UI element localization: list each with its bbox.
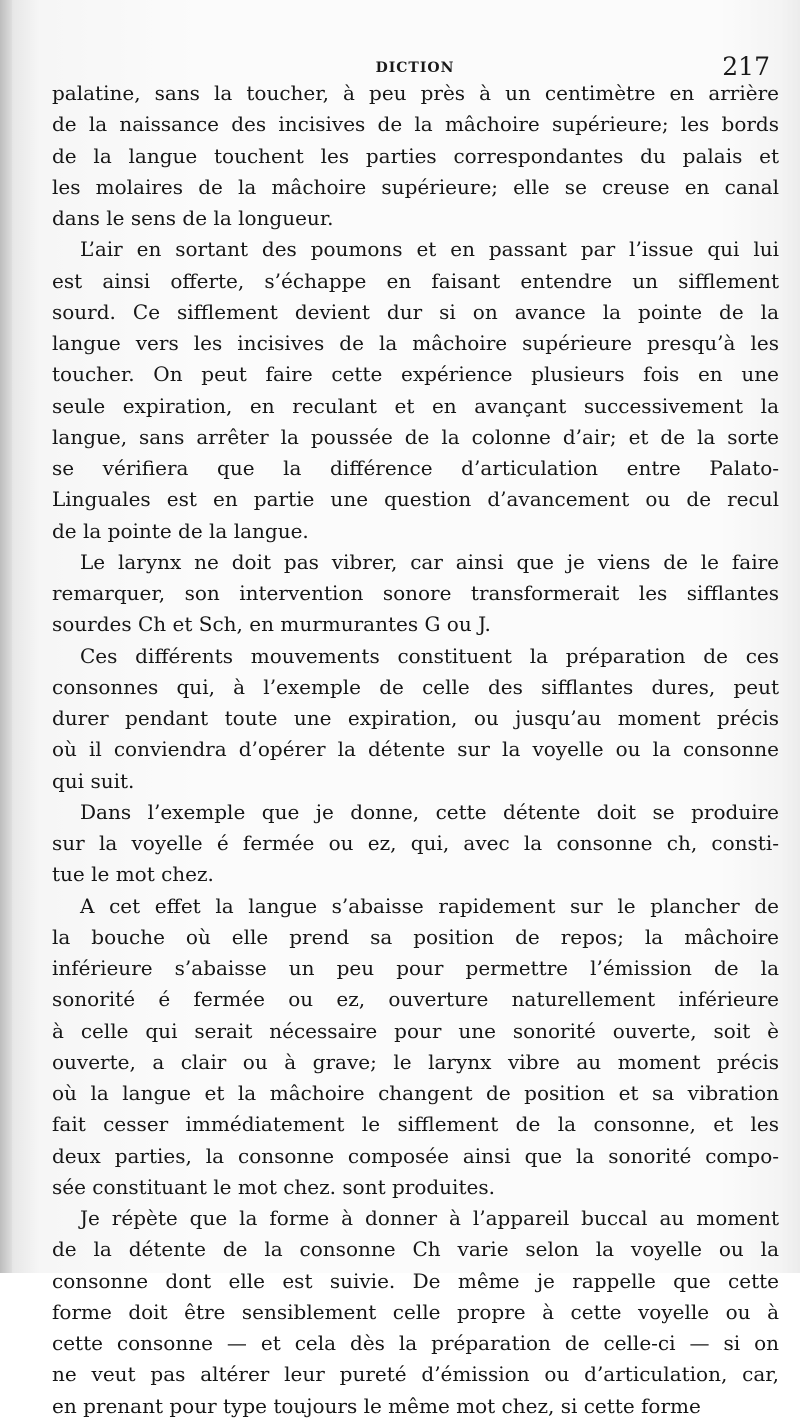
- running-title: DICTION: [375, 60, 455, 76]
- text-line: fait cesser immédiatement le sifflement de la consonne, et les: [52, 1112, 779, 1137]
- text-line: où il conviendra d’opérer la détente sur la voyelle ou la consonne: [52, 737, 779, 762]
- text-line: Le larynx ne doit pas vibrer, car ainsi que je viens de le faire: [80, 549, 779, 574]
- text-line: où la langue et la mâchoire changent de position et sa vibration: [52, 1081, 779, 1105]
- text-line: Dans l’exemple que je donne, cette détente doit se produire: [80, 799, 779, 824]
- text-line: Ces différents mouvements constituent la préparation de ces: [80, 643, 779, 668]
- paragraph-1: [52, 78, 779, 234]
- text-line: langue vers les incisives de la mâchoire supérieure presqu’à les: [52, 331, 779, 355]
- text-line: en prenant pour type toujours le même mot chez, si cette forme: [52, 1393, 701, 1418]
- text-line: consonnes qui, à l’exemple de celle des sifflantes dures, peut: [52, 674, 779, 699]
- paragraph-2: [52, 234, 779, 547]
- text-line: forme doit être sensiblement celle propre à cette voyelle ou à: [52, 1299, 779, 1324]
- text-line: à celle qui serait nécessaire pour une sonorité ouverte, soit è: [52, 1018, 779, 1043]
- text-line: deux parties, la consonne composée ainsi que la sonorité compo-: [52, 1143, 779, 1168]
- text-line: remarquer, son intervention sonore transformerait les sifflantes: [52, 581, 779, 605]
- text-line: de la naissance des incisives de la mâchoire supérieure; les bords: [52, 112, 779, 137]
- page-number: 217: [722, 52, 770, 81]
- paragraph-6: [52, 891, 779, 1204]
- text-line: inférieure s’abaisse un peu pour permettre l’émission de la: [52, 956, 779, 980]
- text-line: se vérifiera que la différence d’articulation entre Palato-: [52, 456, 779, 480]
- text-line: sur la voyelle é fermée ou ez, qui, avec la consonne ch, consti-: [52, 831, 779, 855]
- text-line: A cet effet la langue s’abaisse rapidement sur le plancher de: [80, 893, 779, 918]
- text-line: de la pointe de la langue.: [52, 518, 309, 543]
- text-line: les molaires de la mâchoire supérieure; elle se creuse en canal: [52, 174, 779, 199]
- text-line: seule expiration, en reculant et en avançant successivement la: [52, 393, 779, 418]
- page-body: [52, 78, 779, 1422]
- text-line: ne veut pas altérer leur pureté d’émission ou d’articulation, car,: [52, 1362, 779, 1387]
- paragraph-3: [52, 547, 779, 641]
- paragraph-4: [52, 641, 779, 797]
- text-line: langue, sans arrêter la poussée de la colonne d’air; et de la sorte: [52, 424, 779, 449]
- text-line: dans le sens de la longueur.: [52, 206, 334, 230]
- text-line: sée constituant le mot chez. sont produites.: [52, 1174, 495, 1199]
- text-line: durer pendant toute une expiration, ou jusqu’au moment précis: [52, 706, 779, 730]
- text-line: sonorité é fermée ou ez, ouverture naturellement inférieure: [52, 987, 779, 1012]
- text-line: palatine, sans la toucher, à peu près à un centimètre en arrière: [52, 81, 779, 105]
- book-spine-shadow: [0, 0, 12, 1273]
- text-line: sourdes Ch et Sch, en murmurantes G ou J.: [52, 612, 491, 637]
- text-line: qui suit.: [52, 768, 135, 793]
- text-line: cette consonne — et cela dès la préparation de celle-ci — si on: [52, 1331, 779, 1355]
- text-line: sourd. Ce sifflement devient dur si on avance la pointe de la: [52, 299, 779, 324]
- paragraph-7: [52, 1203, 779, 1422]
- text-line: la bouche où elle prend sa position de repos; la mâchoire: [52, 924, 779, 949]
- text-line: Linguales est en partie une question d’avancement ou de recul: [52, 487, 779, 512]
- text-line: tue le mot chez.: [52, 862, 214, 887]
- text-line: Je répète que la forme à donner à l’appareil buccal au moment: [80, 1206, 779, 1230]
- text-line: de la détente de la consonne Ch varie selon la voyelle ou la: [52, 1237, 779, 1262]
- text-line: toucher. On peut faire cette expérience plusieurs fois en une: [52, 362, 779, 387]
- text-line: de la langue touchent les parties correspondantes du palais et: [52, 143, 779, 168]
- text-line: ouverte, a clair ou à grave; le larynx vibre au moment précis: [52, 1049, 779, 1074]
- paragraph-5: [52, 797, 779, 891]
- text-line: L’air en sortant des poumons et en passant par l’issue qui lui: [80, 237, 779, 262]
- text-line: consonne dont elle est suivie. De même je rappelle que cette: [52, 1268, 779, 1293]
- text-line: est ainsi offerte, s’échappe en faisant entendre un sifflement: [52, 268, 779, 293]
